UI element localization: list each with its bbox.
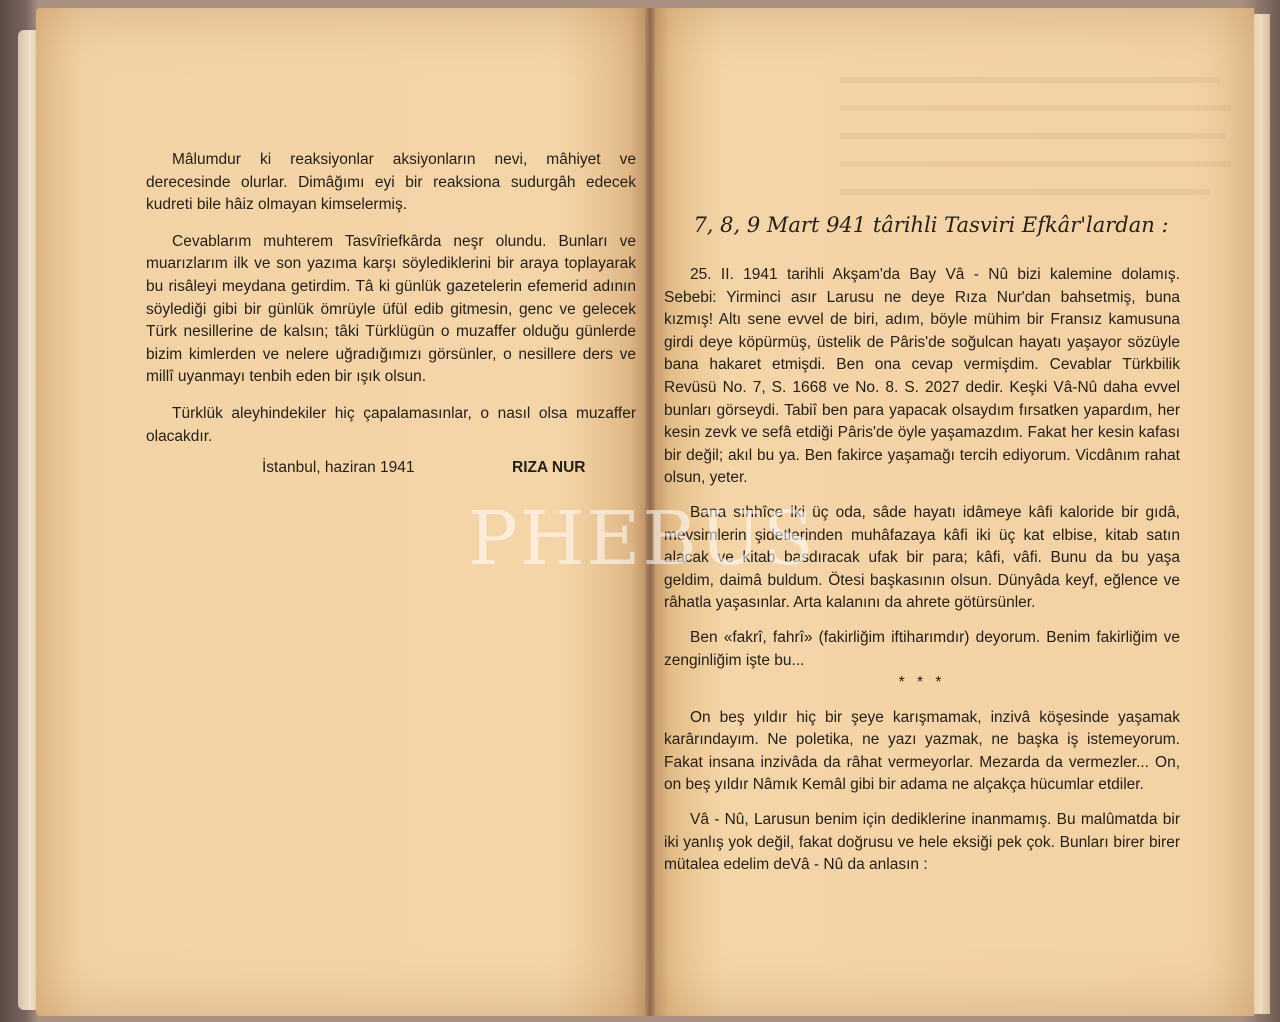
paragraph: Ben «fakrî, fahrî» (fakirliğim iftiharımdır) deyorum. Benim fakirliğim ve zenginliğim işte bu...	[664, 628, 1180, 669]
paragraph: 25. II. 1941 tarihli Akşam'da Bay Vâ - Nû bizi kalemine dolamış. Sebebi: Yirminci asır Larusu ne deye Rıza Nur'dan bahsetmiş, buna kızmış! Altı sene evvel de biri, adım, böyle mühim bir Fransız kamusuna girdi deye köpürmüş, üstelik de Pâris'de soğulcan hayatı yaşayor sözüyle bana hakaret etmişdi. Ben ona cevap vermişdim. Cevablar Türkbilik Revüsü No. 7, S. 1668 ve No. 8. S. 2027 dedir. Keşki Vâ-Nû daha evvel bunları görseydi. Tabiî ben para yapacak olsaydım fırsatken yapardım, her kesin zevk ve sefâ etdiği Pâris'de öyle yaşamazdım. Fakat her kesin kafası bir değil; akıl bu ya. Ben fakirce yaşamağı tercih ediyorum. Vicdânım rahat olsun, yeter.	[664, 266, 1180, 487]
watermark: PHEBUS	[468, 496, 816, 582]
paragraph: On beş yıldır hiç bir şeye karışmamak, inzivâ köşesinde yaşamak karârındayım. Ne poletika, ne yazı yazmak, ne başka iş istemeyorum. Fakat insana inzivâda da râhat vermeyorlar. Mezarda da vermezler... On, on beş yıldır Nâmık Kemâl gibi bir adama ne alçakça hücumlar etdiler.	[664, 708, 1180, 794]
signature-author: RIZA NUR	[512, 459, 586, 476]
section-separator: * * *	[898, 674, 946, 692]
signature-place-date: İstanbul, haziran 1941	[262, 459, 415, 476]
left-page-body	[146, 149, 636, 448]
paragraph: Cevablarım muhterem Tasvîriefkârda neşr olundu. Bunları ve muarızlarım ilk ve son yazıma karşı söylediklerini bir araya toplayarak bu risâleyi meydana getirdim. Tâ ki günlük gazetelerin efemerid adının söylediği gibi bir günlük ömrüyle üfül edib gitmesin, genc ve gelecek Türk nesillerine de kalsın; tâki Türklügün o muzaffer olduğu günlerde bizim kimlerden ve nelere uğradığımızı görsünler, o nesillere ders ve millî uyanmayı tenbih eden bir ışık olsun.	[146, 232, 636, 386]
signature-line	[146, 459, 636, 483]
paragraph: Vâ - Nû, Larusun benim için dediklerine inanmamış. Bu malûmatda bir iki yanlış yok değil, fakat doğrusu ve hele eksiği pek çok. Bunları birer birer mütalea edelim deVâ - Nû da anlasın :	[664, 811, 1180, 874]
paragraph: Bana sıhhîce iki üç oda, sâde hayatı idâmeye kâfi kaloride bir gıdâ, mevsimlerin şidetlerinden muhâfazaya kâfi iki üç kat elbise, kitab satın alacak ve kitab basdıracak ufak bir para; kâfi, vâfi. Bunu da bu yaşa geldim, daimâ buldum. Ötesi başkasının olsun. Dünyâda keyf, eğlence ve râhatla yaşasınlar. Arta kalanını da ahrete götürsünler.	[664, 503, 1180, 612]
section-heading: 7, 8, 9 Mart 941 târihli Tasviri Efkâr'lardan :	[693, 213, 1169, 237]
paragraph: Mâlumdur ki reaksiyonlar aksiyonların nevi, mâhiyet ve derecesinde olurlar. Dimâğımı eyi bir reaksiona sudurgâh edecek kudreti bile hâiz olmayan kimselermiş.	[146, 151, 636, 214]
book-edge-right	[1252, 14, 1270, 1014]
book-edge-left	[18, 30, 38, 1010]
paragraph: Türklük aleyhindekiler hiç çapalamasınlar, o nasıl olsa muzaffer olacakdır.	[146, 404, 636, 445]
